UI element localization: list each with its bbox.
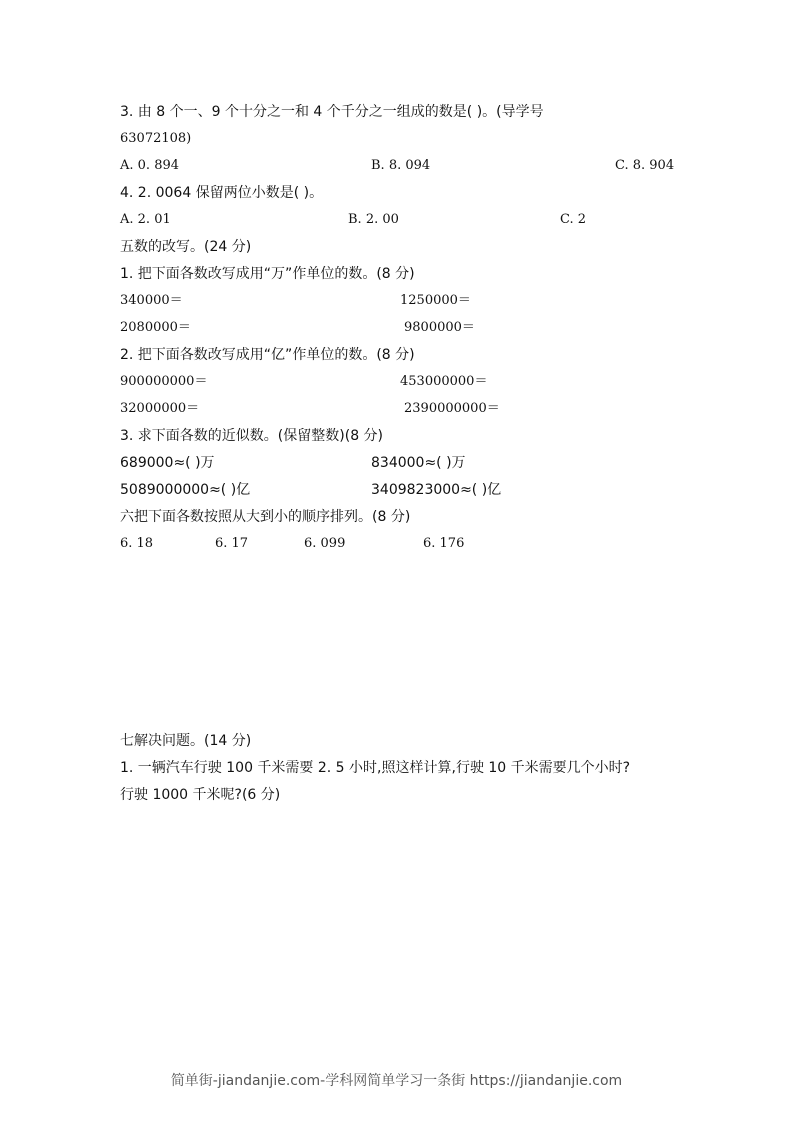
section-6-heading: 六把下面各数按照从大到小的顺序排列。(8 分) — [120, 509, 411, 525]
section-5-sub2-item: 900000000＝ — [120, 374, 208, 389]
section-5-sub1-title: 1. 把下面各数改写成用“万”作单位的数。(8 分) — [120, 266, 415, 282]
section-7-question-1-continued: 行驶 1000 千米呢?(6 分) — [120, 787, 281, 803]
section-5-heading: 五数的改写。(24 分) — [120, 239, 252, 255]
question-3-option-b: B. 8. 094 — [371, 158, 431, 173]
section-5-sub3-item: 3409823000≈( )亿 — [371, 482, 502, 498]
page-footer: 简单街-jiandanjie.com-学科网简单学习一条街 https://jiandanjie.com — [170, 1073, 623, 1089]
section-5-sub2-item: 2390000000＝ — [404, 401, 500, 416]
section-5-sub3-item: 689000≈( )万 — [120, 455, 215, 471]
section-5-sub3-item: 834000≈( )万 — [371, 455, 466, 471]
section-5-sub1-item: 1250000＝ — [400, 293, 471, 308]
question-4-option-a: A. 2. 01 — [120, 212, 171, 227]
section-6-number: 6. 18 — [120, 536, 154, 551]
question-4-option-c: C. 2 — [560, 212, 587, 227]
section-6-number: 6. 176 — [423, 536, 465, 551]
question-3-guide-number: 63072108) — [120, 131, 192, 146]
question-3-option-a: A. 0. 894 — [120, 158, 180, 173]
section-6-number: 6. 17 — [215, 536, 249, 551]
section-5-sub1-item: 2080000＝ — [120, 320, 191, 335]
section-7-question-1: 1. 一辆汽车行驶 100 千米需要 2. 5 小时,照这样计算,行驶 10 千米需要几个小时? — [120, 760, 631, 776]
question-3-option-c: C. 8. 904 — [615, 158, 675, 173]
section-5-sub1-item: 9800000＝ — [404, 320, 475, 335]
section-5-sub2-item: 32000000＝ — [120, 401, 200, 416]
question-4-option-b: B. 2. 00 — [348, 212, 399, 227]
section-5-sub3-item: 5089000000≈( )亿 — [120, 482, 251, 498]
section-5-sub1-item: 340000＝ — [120, 293, 183, 308]
question-3-text: 3. 由 8 个一、9 个十分之一和 4 个千分之一组成的数是( )。(导学号 — [120, 104, 544, 120]
section-5-sub3-title: 3. 求下面各数的近似数。(保留整数)(8 分) — [120, 428, 384, 444]
section-5-sub2-title: 2. 把下面各数改写成用“亿”作单位的数。(8 分) — [120, 347, 415, 363]
section-5-sub2-item: 453000000＝ — [400, 374, 488, 389]
section-7-heading: 七解决问题。(14 分) — [120, 733, 252, 749]
question-4-text: 4. 2. 0064 保留两位小数是( )。 — [120, 185, 324, 201]
section-6-number: 6. 099 — [304, 536, 346, 551]
